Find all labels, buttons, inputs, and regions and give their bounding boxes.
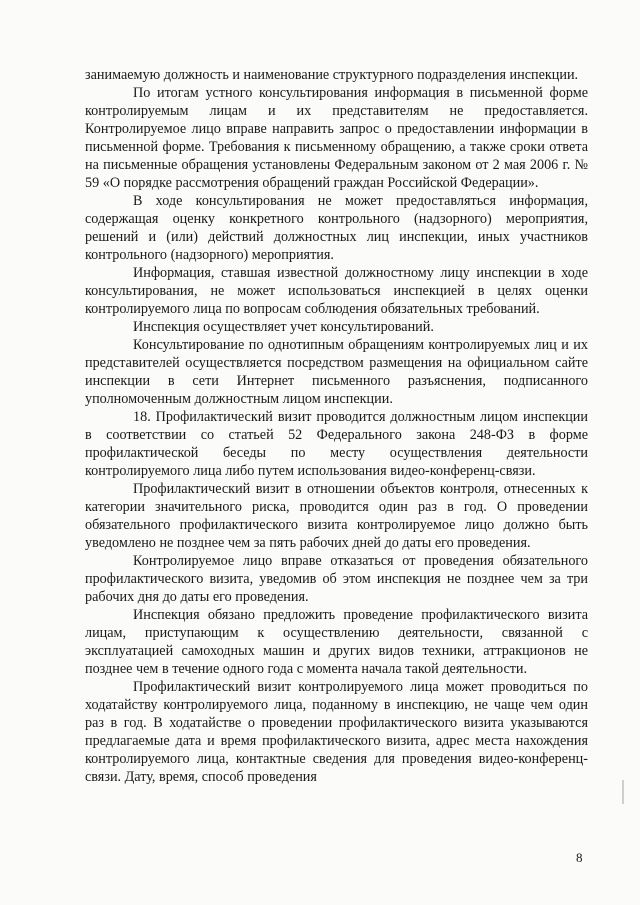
paragraph-8: Профилактический визит в отношении объектов контроля, отнесенных к категории значительного риска, проводится один раз в год. О проведении обязательного профилактического визита контролируемое лицо должно быть уведомлено не позднее чем за пять рабочих дней до даты его проведения.: [85, 481, 588, 551]
paragraph-9: Контролируемое лицо вправе отказаться от проведения обязательного профилактического визита, уведомив об этом инспекция не позднее чем за три рабочих дня до даты его проведения.: [85, 553, 588, 605]
page-number: 8: [576, 850, 583, 865]
scan-edge-mark: [622, 780, 624, 804]
paragraph-2: По итогам устного консультирования информация в письменной форме контролируемым лицам и их представителям не предоставляется. Контролируемое лицо вправе направить запрос о предоставлении информации в письменной форме. Требования к письменному обращению, а также сроки ответа на письменные обращения установлены Федеральным законом от 2 мая 2006 г. № 59 «О порядке рассмотрения обращений граждан Российской Федерации».: [85, 85, 588, 191]
document-body: [85, 66, 588, 786]
paragraph-5: Инспекция осуществляет учет консультирований.: [133, 319, 434, 335]
paragraph-6: Консультирование по однотипным обращениям контролируемых лиц и их представителей осуществляется посредством размещения на официальном сайте инспекции в сети Интернет письменного разъяснения, подписанного уполномоченным должностным лицом инспекции.: [85, 337, 588, 407]
paragraph-10: Инспекция обязано предложить проведение профилактического визита лицам, приступающим к осуществлению деятельности, связанной с эксплуатацией самоходных машин и других видов техники, аттракционов не позднее чем в течение одного года с момента начала такой деятельности.: [85, 607, 588, 677]
paragraph-1: занимаемую должность и наименование структурного подразделения инспекции.: [85, 67, 579, 83]
paragraph-3: В ходе консультирования не может предоставляться информация, содержащая оценку конкретного контрольного (надзорного) мероприятия, решений и (или) действий должностных лиц инспекции, иных участников контрольного (надзорного) мероприятия.: [85, 193, 588, 263]
paragraph-11: Профилактический визит контролируемого лица может проводиться по ходатайству контролируемого лица, поданному в инспекцию, не чаще чем один раз в год. В ходатайстве о проведении профилактического визита указываются предлагаемые дата и время профилактического визита, адрес места нахождения контролируемого лица, контактные сведения для проведения видео-конференц-связи. Дату, время, способ проведения: [85, 679, 588, 785]
paragraph-7: 18. Профилактический визит проводится должностным лицом инспекции в соответствии со статьей 52 Федерального закона 248-ФЗ в форме профилактической беседы по месту осуществления деятельности контролируемого лица либо путем использования видео-конференц-связи.: [85, 409, 588, 479]
paragraph-4: Информация, ставшая известной должностному лицу инспекции в ходе консультирования, не может использоваться инспекцией в целях оценки контролируемого лица по вопросам соблюдения обязательных требований.: [85, 265, 588, 317]
